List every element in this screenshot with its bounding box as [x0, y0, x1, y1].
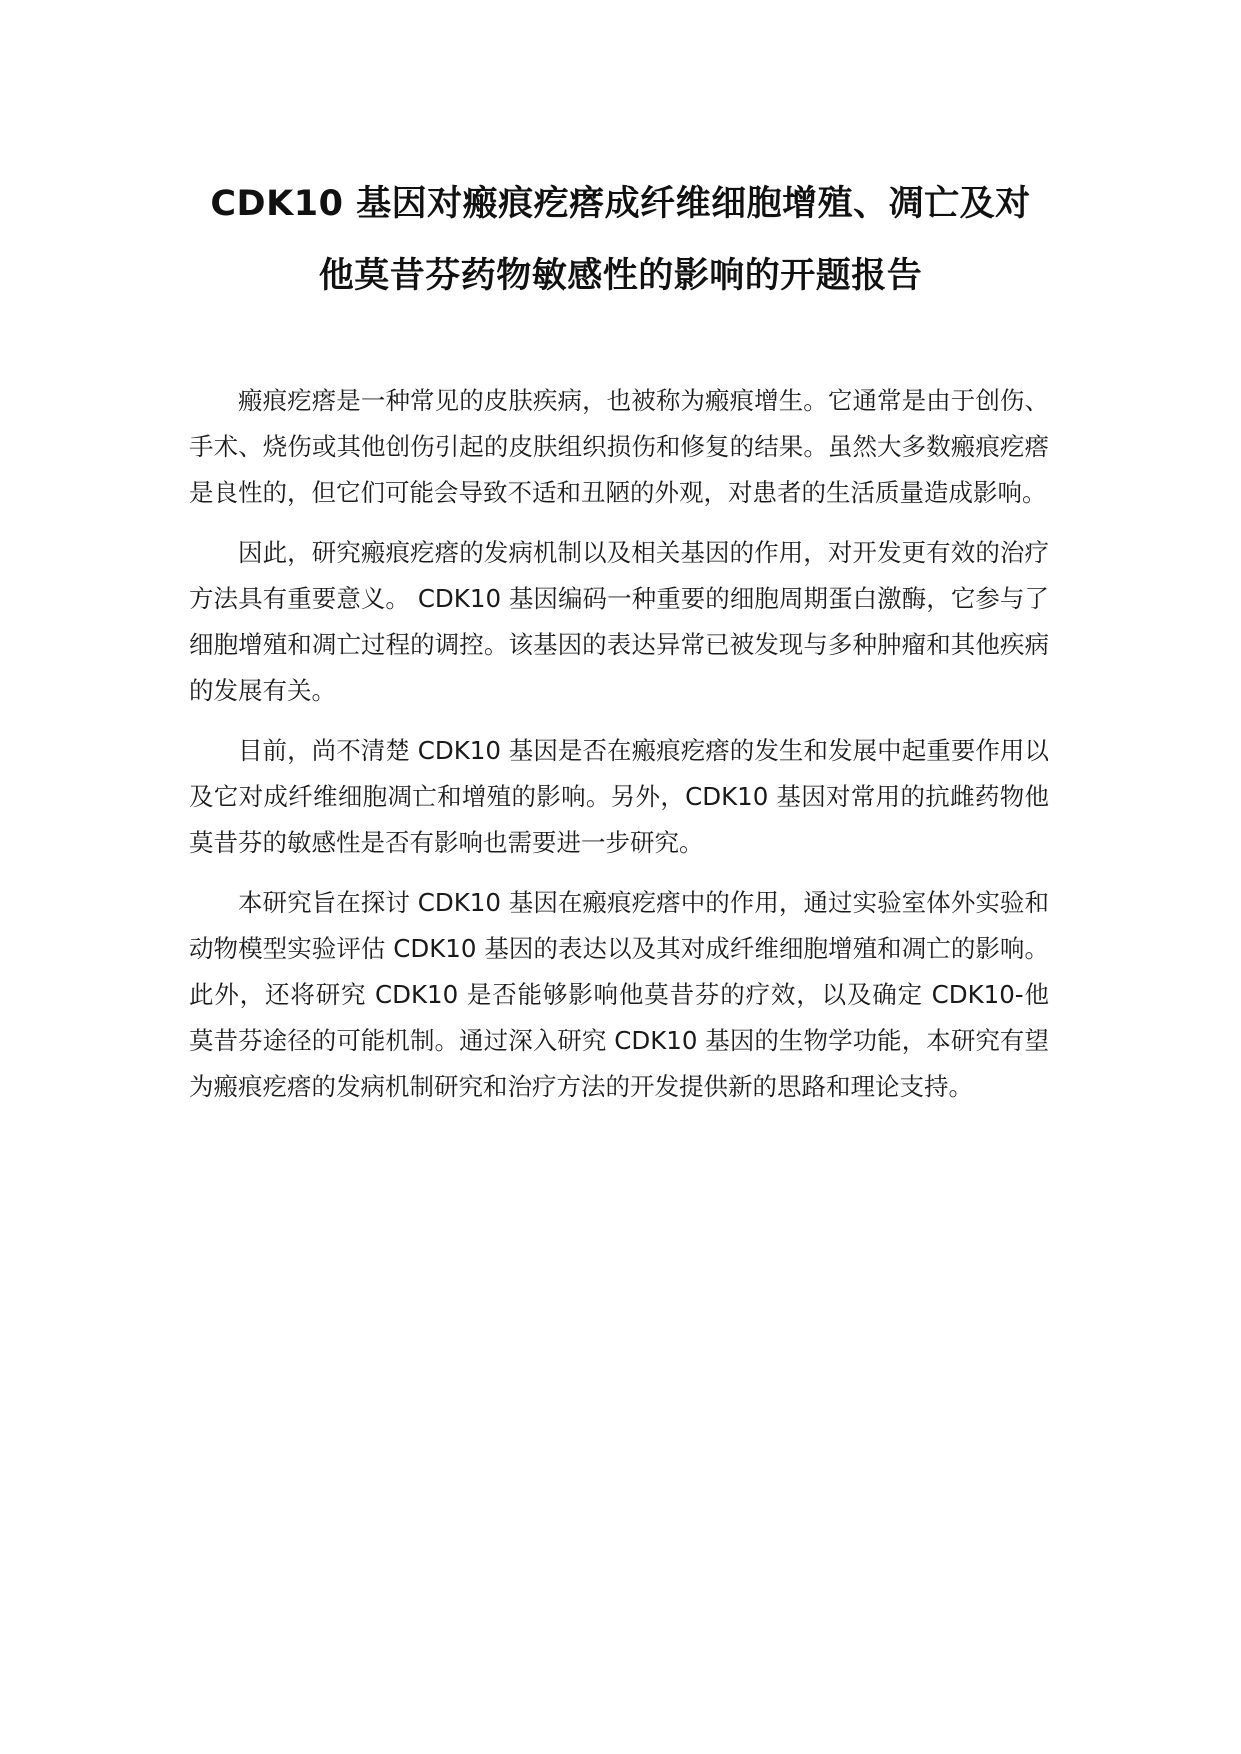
- body-paragraph-3: 目前，尚不清楚 CDK10 基因是否在瘢痕疙瘩的发生和发展中起重要作用以及它对成纤维细胞凋亡和增殖的影响。另外，CDK10 基因对常用的抗雌药物他莫昔芬的敏感性是否有影响也需要进一步研究。: [189, 736, 1049, 857]
- document-title: [150, 168, 1091, 312]
- body-paragraph-4: 本研究旨在探讨 CDK10 基因在瘢痕疙瘩中的作用，通过实验室体外实验和动物模型实验评估 CDK10 基因的表达以及其对成纤维细胞增殖和凋亡的影响。此外，还将研究 CDK10 是否能够影响他莫昔芬的疗效，以及确定 CDK10-他莫昔芬途径的可能机制。通过深入研究 CDK10 基因的生物学功能，本研究有望为瘢痕疙瘩的发病机制研究和治疗方法的开发提供新的思路和理论支持。: [189, 888, 1049, 1101]
- document-body: [189, 378, 1049, 1124]
- body-paragraph-1: 瘢痕疙瘩是一种常见的皮肤疾病，也被称为瘢痕增生。它通常是由于创伤、手术、烧伤或其他创伤引起的皮肤组织损伤和修复的结果。虽然大多数瘢痕疙瘩是良性的，但它们可能会导致不适和丑陋的外观，对患者的生活质量造成影响。: [189, 386, 1049, 507]
- document-title-line-2: 他莫昔芬药物敏感性的影响的开题报告: [318, 256, 923, 296]
- document-title-line-1: CDK10 基因对瘢痕疙瘩成纤维细胞增殖、凋亡及对: [210, 184, 1031, 224]
- body-paragraph-2: 因此，研究瘢痕疙瘩的发病机制以及相关基因的作用，对开发更有效的治疗方法具有重要意义。 CDK10 基因编码一种重要的细胞周期蛋白激酶，它参与了细胞增殖和凋亡过程的调控。该基因的表达异常已被发现与多种肿瘤和其他疾病的发展有关。: [189, 538, 1049, 705]
